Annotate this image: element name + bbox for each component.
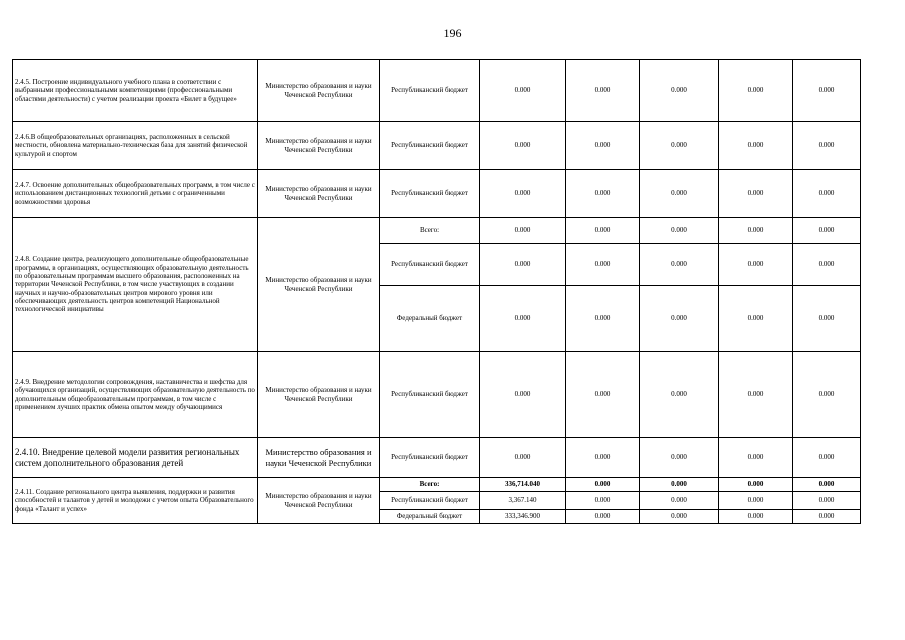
measure-name: 2.4.5. Построение индивидуального учебного плана в соответствии с выбранными профессиональными компетенциями (профессиональными областями деятельности) с учетом реализации проекта «Билет в будущее» (13, 60, 258, 122)
value-cell: 0.000 (793, 122, 861, 170)
value-cell: 0.000 (719, 286, 793, 352)
value-cell: 0.000 (566, 438, 640, 478)
value-cell: 0.000 (793, 170, 861, 218)
value-cell: 0.000 (640, 478, 719, 492)
value-cell: 0.000 (640, 60, 719, 122)
value-cell: 0.000 (793, 218, 861, 244)
value-cell: 0.000 (793, 286, 861, 352)
executor-cell: Министерство образования и науки Чеченской Республики (258, 122, 380, 170)
value-cell: 0.000 (480, 218, 566, 244)
value-cell: 0.000 (566, 218, 640, 244)
value-cell: 0.000 (719, 492, 793, 510)
value-cell: 0.000 (480, 170, 566, 218)
measure-name: 2.4.9. Внедрение методологии сопровождения, наставничества и шефства для обучающихся организаций, осуществляющих образовательную деятельность по дополнительным общеобразовательным программам, в том числе с применением лучших практик обмена опытом между обучающимися (13, 352, 258, 438)
executor-cell: Министерство образования и науки Чеченской Республики (258, 218, 380, 352)
table-row (13, 122, 861, 170)
value-cell: 0.000 (566, 492, 640, 510)
value-cell: 0.000 (566, 286, 640, 352)
value-cell: 0.000 (480, 60, 566, 122)
funding-source: Республиканский бюджет (380, 492, 480, 510)
value-cell: 0.000 (719, 218, 793, 244)
value-cell: 0.000 (719, 438, 793, 478)
funding-source: Всего: (380, 478, 480, 492)
value-cell: 0.000 (640, 510, 719, 524)
table-row (13, 60, 861, 122)
value-cell: 3,367.140 (480, 492, 566, 510)
table-row (13, 438, 861, 478)
value-cell: 0.000 (566, 352, 640, 438)
table-row (13, 218, 861, 244)
value-cell: 0.000 (719, 244, 793, 286)
measure-name: 2.4.6.В общеобразовательных организациях, расположенных в сельской местности, обновлена материально-техническая база для занятий физической культурой и спортом (13, 122, 258, 170)
measure-name: 2.4.10. Внедрение целевой модели развития региональных систем дополнительного образования детей (13, 438, 258, 478)
value-cell: 0.000 (793, 510, 861, 524)
funding-source: Республиканский бюджет (380, 244, 480, 286)
value-cell: 0.000 (719, 60, 793, 122)
value-cell: 0.000 (719, 170, 793, 218)
value-cell: 0.000 (793, 478, 861, 492)
measure-name: 2.4.8. Создание центра, реализующего дополнительные общеобразовательные программы, в организациях, осуществляющих образовательную деятельность по образовательным программам высшего образования, расположенных на территории Чеченской Республики, в том числе участвующих в создании научных и научно-образовательных центров мирового уровня или обеспечивающих деятельность центров компетенций Национальной технологической инициативы (13, 218, 258, 352)
value-cell: 0.000 (719, 352, 793, 438)
value-cell: 333,346.900 (480, 510, 566, 524)
funding-source: Федеральный бюджет (380, 510, 480, 524)
executor-cell: Министерство образования и науки Чеченской Республики (258, 478, 380, 524)
value-cell: 0.000 (566, 122, 640, 170)
value-cell: 0.000 (640, 170, 719, 218)
value-cell: 0.000 (640, 244, 719, 286)
measure-name: 2.4.11. Создание регионального центра выявления, поддержки и развития способностей и талантов у детей и молодежи с учетом опыта Образовательного фонда «Талант и успех» (13, 478, 258, 524)
page-number: 196 (443, 26, 462, 40)
value-cell: 0.000 (566, 60, 640, 122)
funding-source: Федеральный бюджет (380, 286, 480, 352)
measure-name: 2.4.7. Освоение дополнительных общеобразовательных программ, в том числе с использованием дистанционных технологий детьми с ограниченными возможностями здоровья (13, 170, 258, 218)
value-cell: 0.000 (640, 122, 719, 170)
value-cell: 0.000 (480, 352, 566, 438)
value-cell: 0.000 (719, 478, 793, 492)
executor-cell: Министерство образования и науки Чеченской Республики (258, 438, 380, 478)
value-cell: 0.000 (480, 438, 566, 478)
value-cell: 0.000 (793, 492, 861, 510)
value-cell: 0.000 (640, 492, 719, 510)
executor-cell: Министерство образования и науки Чеченской Республики (258, 170, 380, 218)
table-row (13, 478, 861, 492)
funding-source: Республиканский бюджет (380, 352, 480, 438)
value-cell: 0.000 (480, 244, 566, 286)
value-cell: 0.000 (793, 244, 861, 286)
funding-source: Республиканский бюджет (380, 438, 480, 478)
budget-table (12, 59, 861, 524)
value-cell: 336,714.040 (480, 478, 566, 492)
executor-cell: Министерство образования и науки Чеченской Республики (258, 60, 380, 122)
value-cell: 0.000 (480, 122, 566, 170)
value-cell: 0.000 (640, 438, 719, 478)
value-cell: 0.000 (640, 352, 719, 438)
funding-source: Республиканский бюджет (380, 60, 480, 122)
value-cell: 0.000 (566, 244, 640, 286)
value-cell: 0.000 (793, 352, 861, 438)
table-row (13, 352, 861, 438)
value-cell: 0.000 (719, 122, 793, 170)
value-cell: 0.000 (566, 478, 640, 492)
funding-source: Республиканский бюджет (380, 170, 480, 218)
value-cell: 0.000 (480, 286, 566, 352)
funding-source: Республиканский бюджет (380, 122, 480, 170)
value-cell: 0.000 (719, 510, 793, 524)
table-row (13, 170, 861, 218)
value-cell: 0.000 (793, 438, 861, 478)
executor-cell: Министерство образования и науки Чеченской Республики (258, 352, 380, 438)
value-cell: 0.000 (793, 60, 861, 122)
value-cell: 0.000 (640, 218, 719, 244)
value-cell: 0.000 (640, 286, 719, 352)
funding-source: Всего: (380, 218, 480, 244)
value-cell: 0.000 (566, 170, 640, 218)
value-cell: 0.000 (566, 510, 640, 524)
